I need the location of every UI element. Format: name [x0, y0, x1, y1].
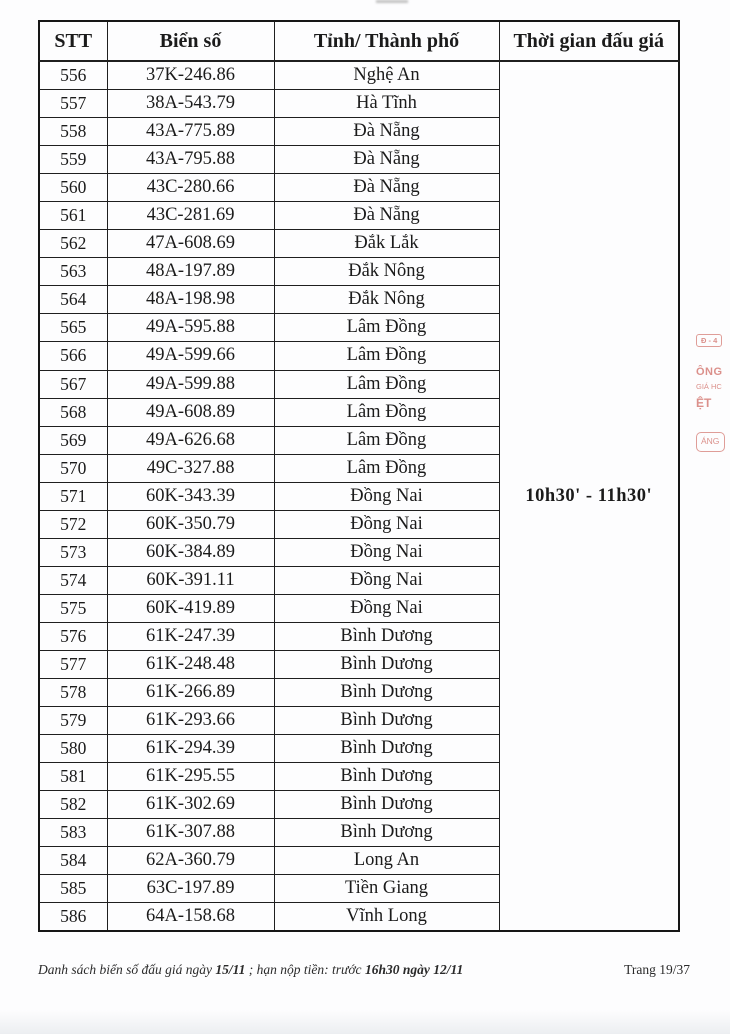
- stt-cell: 577: [39, 650, 107, 678]
- table-body: [39, 61, 679, 931]
- plate-cell: 43C-280.66: [107, 174, 274, 202]
- footer-note-mid: ; hạn nộp tiền: trước: [245, 962, 365, 977]
- plate-cell: 48A-197.89: [107, 258, 274, 286]
- stt-cell: 576: [39, 622, 107, 650]
- province-cell: Lâm Đồng: [274, 426, 499, 454]
- province-cell: Đà Nẵng: [274, 174, 499, 202]
- header-row: [39, 21, 679, 61]
- province-cell: Hà Tĩnh: [274, 90, 499, 118]
- province-cell: Nghệ An: [274, 61, 499, 90]
- plate-cell: 43A-795.88: [107, 146, 274, 174]
- province-cell: Bình Dương: [274, 763, 499, 791]
- province-cell: Long An: [274, 847, 499, 875]
- plate-cell: 49A-599.88: [107, 370, 274, 398]
- province-cell: Bình Dương: [274, 650, 499, 678]
- stt-cell: 561: [39, 202, 107, 230]
- scan-artifact: [376, 0, 408, 3]
- stt-cell: 567: [39, 370, 107, 398]
- plate-cell: 60K-343.39: [107, 482, 274, 510]
- province-cell: Lâm Đồng: [274, 342, 499, 370]
- plate-cell: 61K-248.48: [107, 650, 274, 678]
- stamp-text: ỆT: [696, 396, 712, 410]
- province-cell: Đà Nẵng: [274, 146, 499, 174]
- header-province: Tỉnh/ Thành phố: [274, 21, 499, 61]
- stt-cell: 558: [39, 118, 107, 146]
- province-cell: Đắk Lắk: [274, 230, 499, 258]
- plate-cell: 60K-419.89: [107, 594, 274, 622]
- stt-cell: 569: [39, 426, 107, 454]
- footer-note-prefix: Danh sách biển số đấu giá ngày: [38, 962, 216, 977]
- page-footer: [38, 962, 690, 978]
- stt-cell: 575: [39, 594, 107, 622]
- plate-cell: 47A-608.69: [107, 230, 274, 258]
- plate-cell: 64A-158.68: [107, 903, 274, 932]
- plate-cell: 60K-384.89: [107, 538, 274, 566]
- province-cell: Lâm Đồng: [274, 454, 499, 482]
- province-cell: Đà Nẵng: [274, 202, 499, 230]
- stamp-text: ÁNG: [696, 432, 725, 452]
- header-auction-time: Thời gian đấu giá: [499, 21, 679, 61]
- auction-time-cell: 10h30' - 11h30': [499, 61, 679, 931]
- province-cell: Đồng Nai: [274, 566, 499, 594]
- stt-cell: 566: [39, 342, 107, 370]
- footer-deadline: 16h30 ngày 12/11: [364, 962, 464, 977]
- province-cell: Lâm Đồng: [274, 398, 499, 426]
- stt-cell: 557: [39, 90, 107, 118]
- plate-cell: 49C-327.88: [107, 454, 274, 482]
- province-cell: Vĩnh Long: [274, 903, 499, 932]
- plate-cell: 43C-281.69: [107, 202, 274, 230]
- stt-cell: 560: [39, 174, 107, 202]
- province-cell: Đắk Nông: [274, 286, 499, 314]
- stt-cell: 564: [39, 286, 107, 314]
- plate-cell: 49A-599.66: [107, 342, 274, 370]
- stt-cell: 578: [39, 679, 107, 707]
- province-cell: Lâm Đồng: [274, 370, 499, 398]
- plate-cell: 60K-350.79: [107, 510, 274, 538]
- stt-cell: 579: [39, 707, 107, 735]
- province-cell: Tiền Giang: [274, 875, 499, 903]
- province-cell: Đồng Nai: [274, 510, 499, 538]
- plate-cell: 61K-294.39: [107, 735, 274, 763]
- header-plate: Biển số: [107, 21, 274, 61]
- stamp-text: Đ - 4: [696, 334, 722, 347]
- province-cell: Bình Dương: [274, 679, 499, 707]
- province-cell: Đồng Nai: [274, 594, 499, 622]
- page-number: Trang 19/37: [624, 962, 690, 977]
- stamp-text: ÔNG: [696, 366, 723, 378]
- footer-auction-date: 15/11: [215, 962, 246, 977]
- stt-cell: 556: [39, 61, 107, 90]
- stt-cell: 580: [39, 735, 107, 763]
- stt-cell: 570: [39, 454, 107, 482]
- stt-cell: 585: [39, 875, 107, 903]
- auction-table: [38, 20, 680, 932]
- stt-cell: 571: [39, 482, 107, 510]
- province-cell: Bình Dương: [274, 622, 499, 650]
- province-cell: Đắk Nông: [274, 258, 499, 286]
- plate-cell: 63C-197.89: [107, 875, 274, 903]
- stt-cell: 584: [39, 847, 107, 875]
- province-cell: Bình Dương: [274, 791, 499, 819]
- plate-cell: 61K-247.39: [107, 622, 274, 650]
- plate-cell: 48A-198.98: [107, 286, 274, 314]
- plate-cell: 49A-595.88: [107, 314, 274, 342]
- footer-note: [38, 962, 463, 978]
- plate-cell: 37K-246.86: [107, 61, 274, 90]
- province-cell: Đà Nẵng: [274, 118, 499, 146]
- stt-cell: 559: [39, 146, 107, 174]
- province-cell: Bình Dương: [274, 735, 499, 763]
- stt-cell: 581: [39, 763, 107, 791]
- stt-cell: 586: [39, 903, 107, 932]
- stt-cell: 582: [39, 791, 107, 819]
- stt-cell: 583: [39, 819, 107, 847]
- stt-cell: 565: [39, 314, 107, 342]
- plate-cell: 38A-543.79: [107, 90, 274, 118]
- stt-cell: 568: [39, 398, 107, 426]
- plate-cell: 49A-626.68: [107, 426, 274, 454]
- stt-cell: 574: [39, 566, 107, 594]
- plate-cell: 61K-266.89: [107, 679, 274, 707]
- plate-cell: 61K-295.55: [107, 763, 274, 791]
- table-row: [39, 61, 679, 90]
- province-cell: Đồng Nai: [274, 538, 499, 566]
- stt-cell: 573: [39, 538, 107, 566]
- stt-cell: 562: [39, 230, 107, 258]
- province-cell: Lâm Đồng: [274, 314, 499, 342]
- scan-bottom-shading: [0, 1010, 730, 1034]
- province-cell: Đồng Nai: [274, 482, 499, 510]
- plate-cell: 43A-775.89: [107, 118, 274, 146]
- province-cell: Bình Dương: [274, 707, 499, 735]
- plate-cell: 62A-360.79: [107, 847, 274, 875]
- plate-cell: 49A-608.89: [107, 398, 274, 426]
- header-stt: STT: [39, 21, 107, 61]
- plate-cell: 61K-302.69: [107, 791, 274, 819]
- stt-cell: 563: [39, 258, 107, 286]
- province-cell: Bình Dương: [274, 819, 499, 847]
- stt-cell: 572: [39, 510, 107, 538]
- plate-cell: 61K-293.66: [107, 707, 274, 735]
- plate-cell: 60K-391.11: [107, 566, 274, 594]
- stamp-text: GIÁ HC: [696, 382, 722, 391]
- plate-cell: 61K-307.88: [107, 819, 274, 847]
